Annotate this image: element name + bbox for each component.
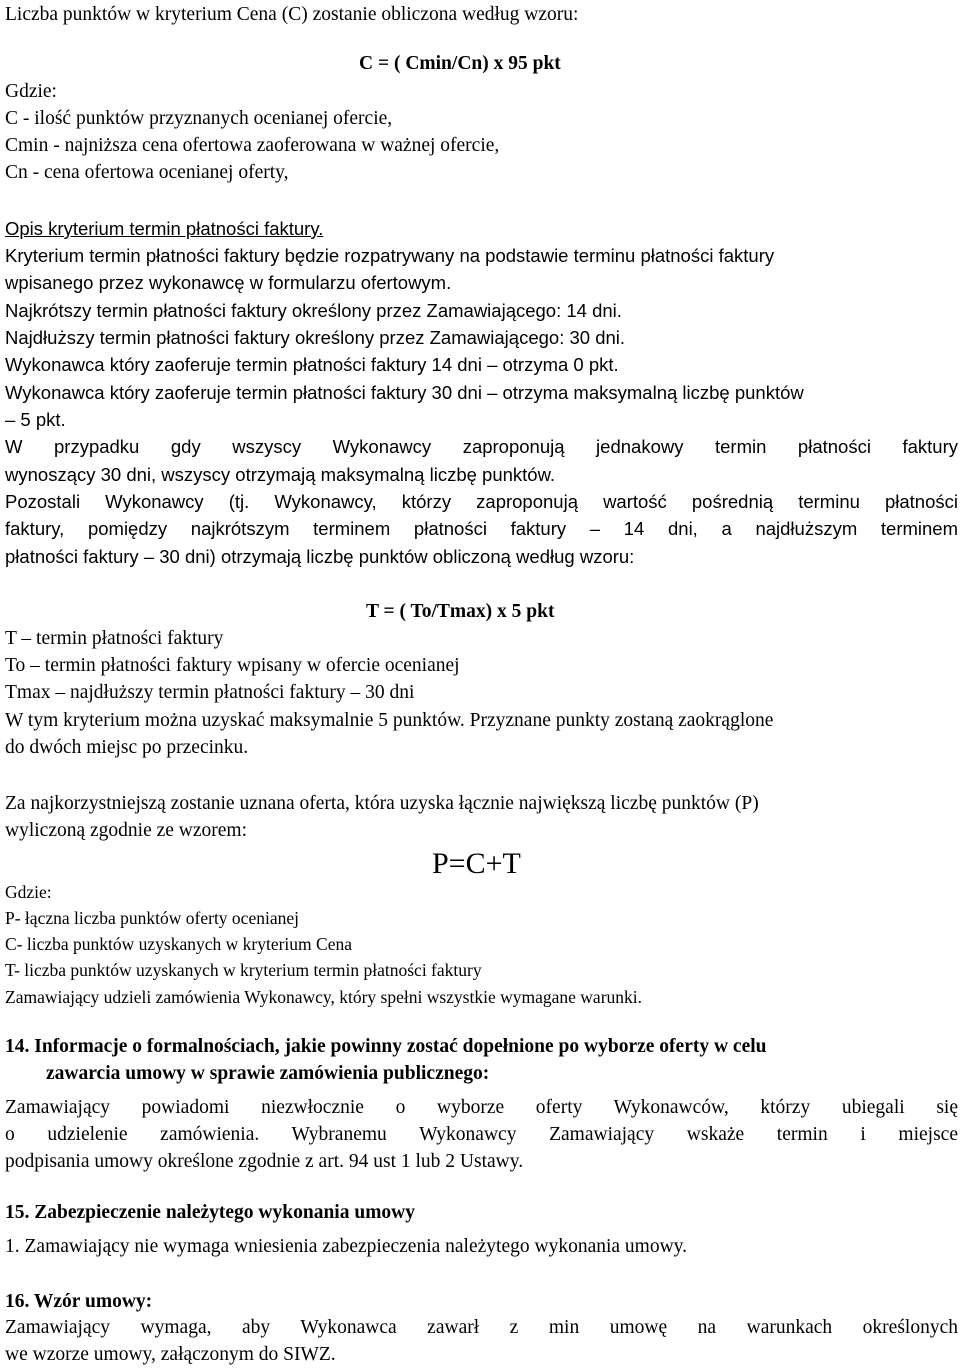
total-def-c: C- liczba punktów uzyskanych w kryterium Cena	[5, 934, 352, 954]
total-award: Zamawiający udzieli zamówienia Wykonawcy, który spełni wszystkie wymagane warunki.	[5, 987, 643, 1007]
total-l1: Za najkorzystniejszą zostanie uznana oferta, która uzyska łącznie największą liczbę punktów (P)	[5, 793, 759, 814]
termin-w30-l1: Wykonawca który zaoferuje termin płatności faktury 30 dni – otrzyma maksymalną liczbę punktów	[5, 382, 804, 403]
s14-p-l1: Zamawiający powiadomi niezwłocznie o wyborze oferty Wykonawców, którzy ubiegali się	[5, 1097, 958, 1118]
termin-max-l2: do dwóch miejsc po przecinku.	[5, 737, 249, 758]
termin-def-tmax: Tmax – najdłuższy termin płatności faktury – 30 dni	[5, 682, 415, 703]
termin-rest-l3: płatności faktury – 30 dni) otrzymają liczbę punktów obliczoną według wzoru:	[5, 546, 635, 567]
total-def-t: T- liczba punktów uzyskanych w kryterium termin płatności faktury	[5, 960, 482, 980]
termin-p1-l1: Kryterium termin płatności faktury będzie rozpatrywany na podstawie terminu płatności faktury	[5, 245, 775, 266]
s14-p-l2: o udzielenie zamówienia. Wybranemu Wykonawcy Zamawiający wskaże termin i miejsce	[5, 1124, 958, 1145]
termin-rest-l1: Pozostali Wykonawcy (tj. Wykonawcy, którzy zaproponują wartość pośrednią terminu płatności	[5, 491, 958, 512]
termin-formula: T = ( To/Tmax) x 5 pkt	[366, 601, 555, 622]
termin-p1-l2: wpisanego przez wykonawcę w formularzu ofertowym.	[5, 272, 452, 293]
s16-p-l2: we wzorze umowy, załączonym do SIWZ.	[5, 1344, 336, 1365]
cena-def-c: C - ilość punktów przyznanych ocenianej ofercie,	[5, 108, 393, 129]
termin-w30-l2: – 5 pkt.	[5, 409, 66, 430]
total-formula: P=C+T	[432, 847, 521, 880]
termin-def-to: To – termin płatności faktury wpisany w ofercie ocenianej	[5, 655, 460, 676]
cena-formula: C = ( Cmin/Cn) x 95 pkt	[359, 53, 561, 74]
termin-eq-l1: W przypadku gdy wszyscy Wykonawcy zaproponują jednakowy termin płatności faktury	[5, 436, 958, 457]
total-gdzie: Gdzie:	[5, 882, 52, 902]
s16-heading: 16. Wzór umowy:	[5, 1291, 153, 1312]
s14-heading-l1: 14. Informacje o formalnościach, jakie powinny zostać dopełnione po wyborze oferty w celu	[5, 1036, 767, 1057]
s16-p-l1: Zamawiający wymaga, aby Wykonawca zawarł z min umowę na warunkach określonych	[5, 1317, 958, 1338]
cena-def-cmin: Cmin - najniższa cena ofertowa zaoferowana w ważnej ofercie,	[5, 135, 500, 156]
s14-heading-l2: zawarcia umowy w sprawie zamówienia publicznego:	[46, 1063, 490, 1084]
s15-heading: 15. Zabezpieczenie należytego wykonania umowy	[5, 1202, 416, 1223]
s15-p1: 1. Zamawiający nie wymaga wniesienia zabezpieczenia należytego wykonania umowy.	[5, 1236, 688, 1257]
cena-gdzie: Gdzie:	[5, 81, 57, 102]
s14-p-l3: podpisania umowy określone zgodnie z art. 94 ust 1 lub 2 Ustawy.	[5, 1151, 524, 1172]
termin-w14: Wykonawca który zaoferuje termin płatności faktury 14 dni – otrzyma 0 pkt.	[5, 354, 619, 375]
termin-max-l1: W tym kryterium można uzyskać maksymalnie 5 punktów. Przyznane punkty zostaną zaokrąglone	[5, 710, 774, 731]
termin-def-t: T – termin płatności faktury	[5, 628, 224, 649]
total-def-p: P- łączna liczba punktów oferty ocenianej	[5, 908, 299, 928]
termin-rest-l2: faktury, pomiędzy najkrótszym terminem płatności faktury – 14 dni, a najdłuższym terminem	[5, 518, 958, 539]
termin-min: Najkrótszy termin płatności faktury określony przez Zamawiającego: 14 dni.	[5, 300, 622, 321]
cena-def-cn: Cn - cena ofertowa ocenianej oferty,	[5, 162, 289, 183]
termin-max: Najdłuższy termin płatności faktury określony przez Zamawiającego: 30 dni.	[5, 327, 626, 348]
termin-eq-l2: wynoszący 30 dni, wszyscy otrzymają maksymalną liczbę punktów.	[5, 464, 556, 485]
total-l2: wyliczoną zgodnie ze wzorem:	[5, 820, 248, 841]
cena-intro: Liczba punktów w kryterium Cena (C) zostanie obliczona według wzoru:	[5, 4, 579, 25]
termin-heading: Opis kryterium termin płatności faktury.	[5, 218, 324, 239]
